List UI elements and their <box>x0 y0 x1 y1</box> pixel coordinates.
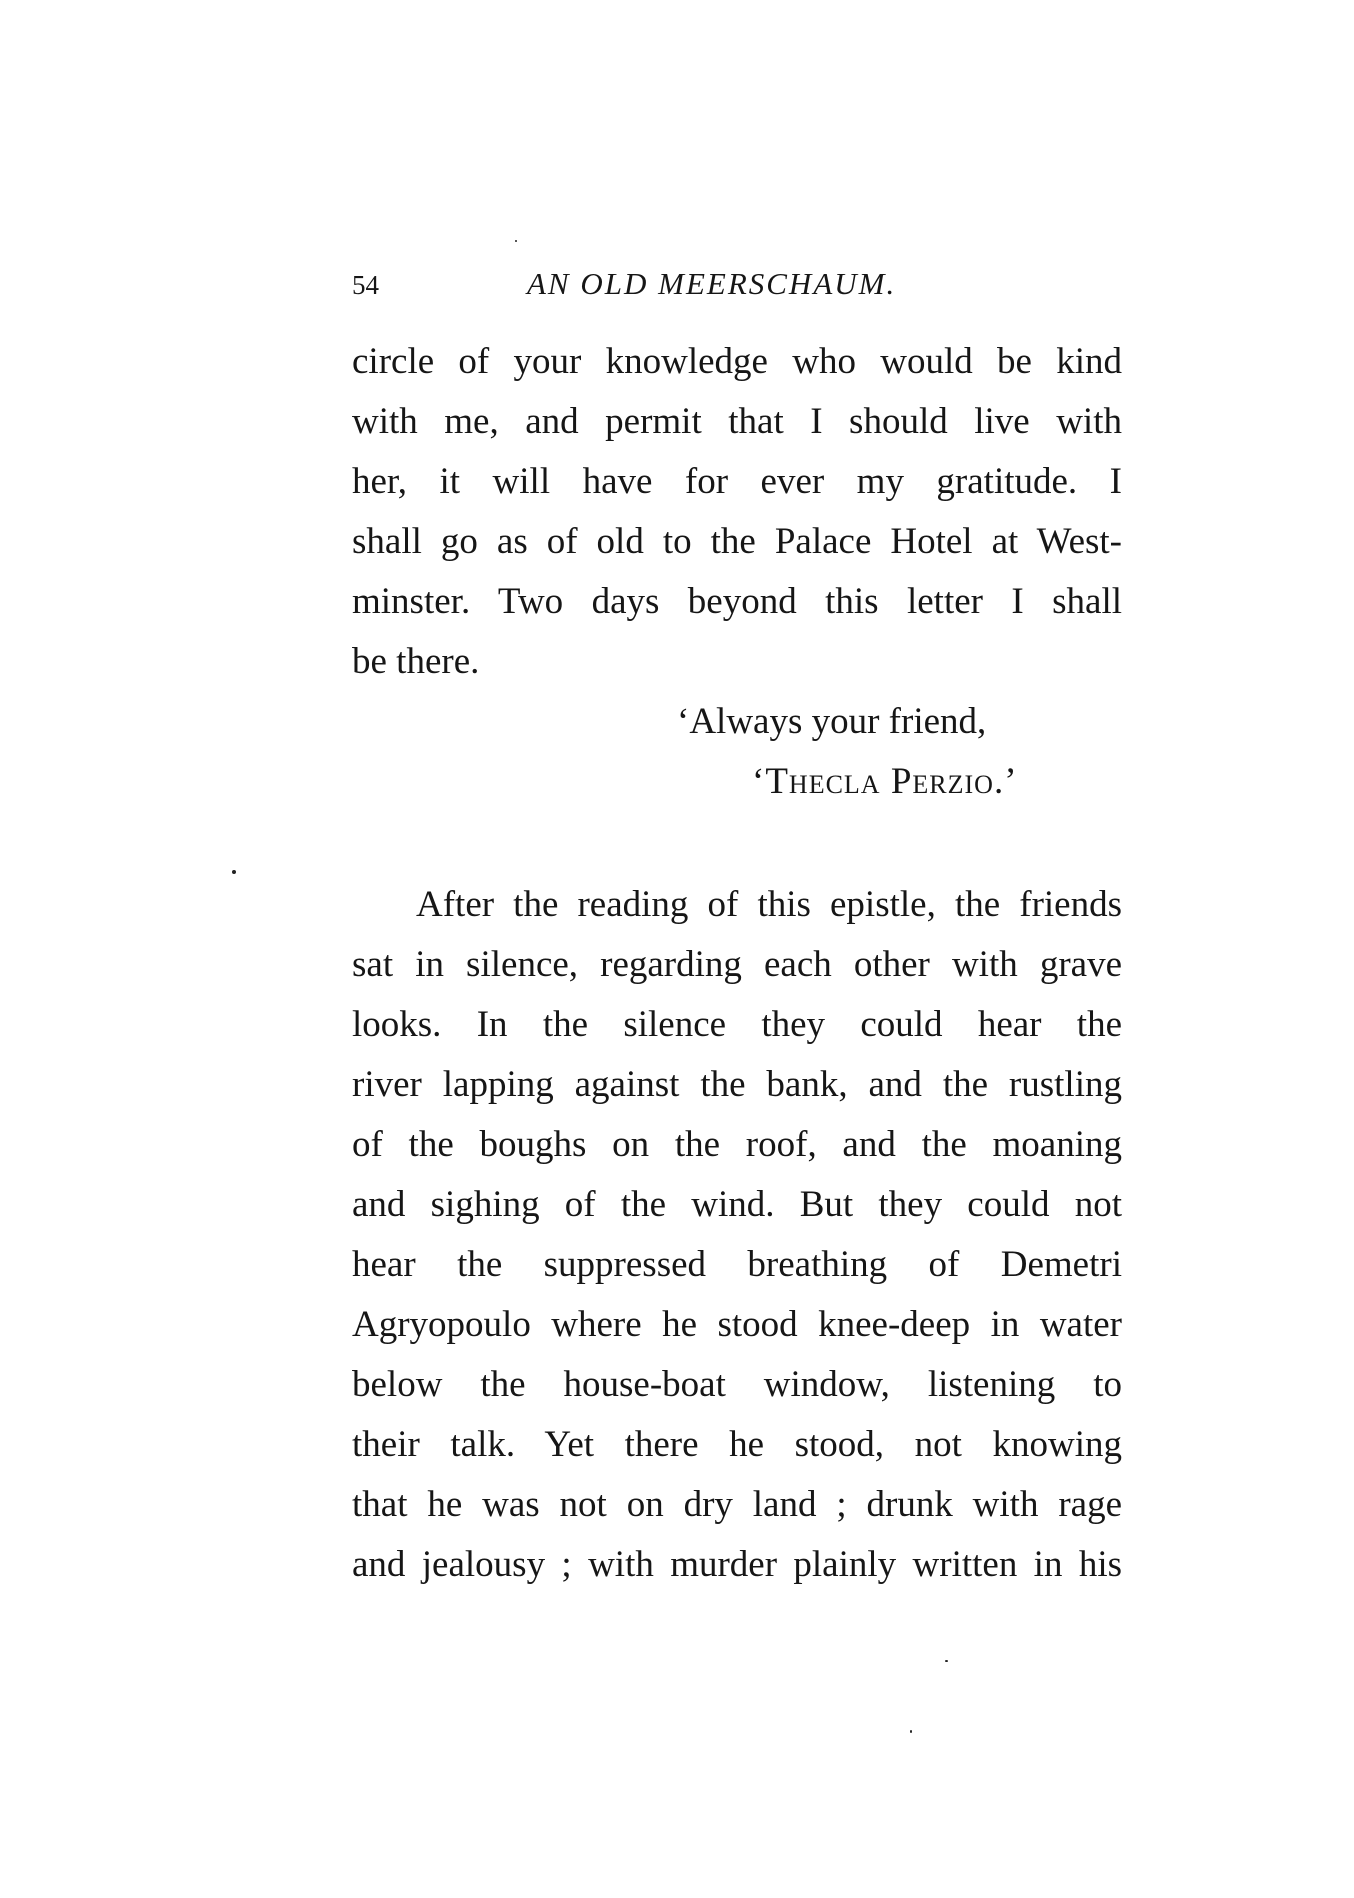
letter-signature: ‘Thecla Perzio.’ <box>752 761 1018 802</box>
letter-text-block <box>352 332 1122 692</box>
text-line: sat in silence, regarding each other with grave <box>352 944 1122 985</box>
text-line: and jealousy ; with murder plainly written in his <box>352 1544 1122 1585</box>
text-line: Agryopoulo where he stood knee-deep in water <box>352 1304 1122 1345</box>
text-line: of the boughs on the roof, and the moaning <box>352 1124 1122 1165</box>
text-line: with me, and permit that I should live with <box>352 401 1122 442</box>
text-line: circle of your knowledge who would be kind <box>352 341 1122 382</box>
text-line: be there. <box>352 641 480 682</box>
text-line: below the house-boat window, listening to <box>352 1364 1122 1405</box>
running-title: AN OLD MEERSCHAUM. <box>527 266 897 301</box>
text-line: looks. In the silence they could hear the <box>352 1004 1122 1045</box>
page-header <box>352 266 1122 306</box>
letter-signoff <box>352 692 1122 812</box>
text-line: and sighing of the wind. But they could not <box>352 1184 1122 1225</box>
text-line: hear the suppressed breathing of Demetri <box>352 1244 1122 1285</box>
scan-speck <box>232 870 236 874</box>
text-line: shall go as of old to the Palace Hotel at West- <box>352 521 1122 562</box>
text-line: minster. Two days beyond this letter I shall <box>352 581 1122 622</box>
narrative-paragraph <box>352 875 1122 1595</box>
letter-closing: ‘Always your friend, <box>677 701 987 742</box>
scan-speck <box>515 240 517 242</box>
text-line: After the reading of this epistle, the friends <box>416 884 1122 925</box>
text-line: that he was not on dry land ; drunk with rage <box>352 1484 1122 1525</box>
text-line: river lapping against the bank, and the rustling <box>352 1064 1122 1105</box>
text-line: their talk. Yet there he stood, not knowing <box>352 1424 1122 1465</box>
scan-speck <box>910 1730 912 1733</box>
scan-speck <box>945 1660 948 1662</box>
text-line: her, it will have for ever my gratitude. I <box>352 461 1122 502</box>
page-number: 54 <box>352 270 379 300</box>
